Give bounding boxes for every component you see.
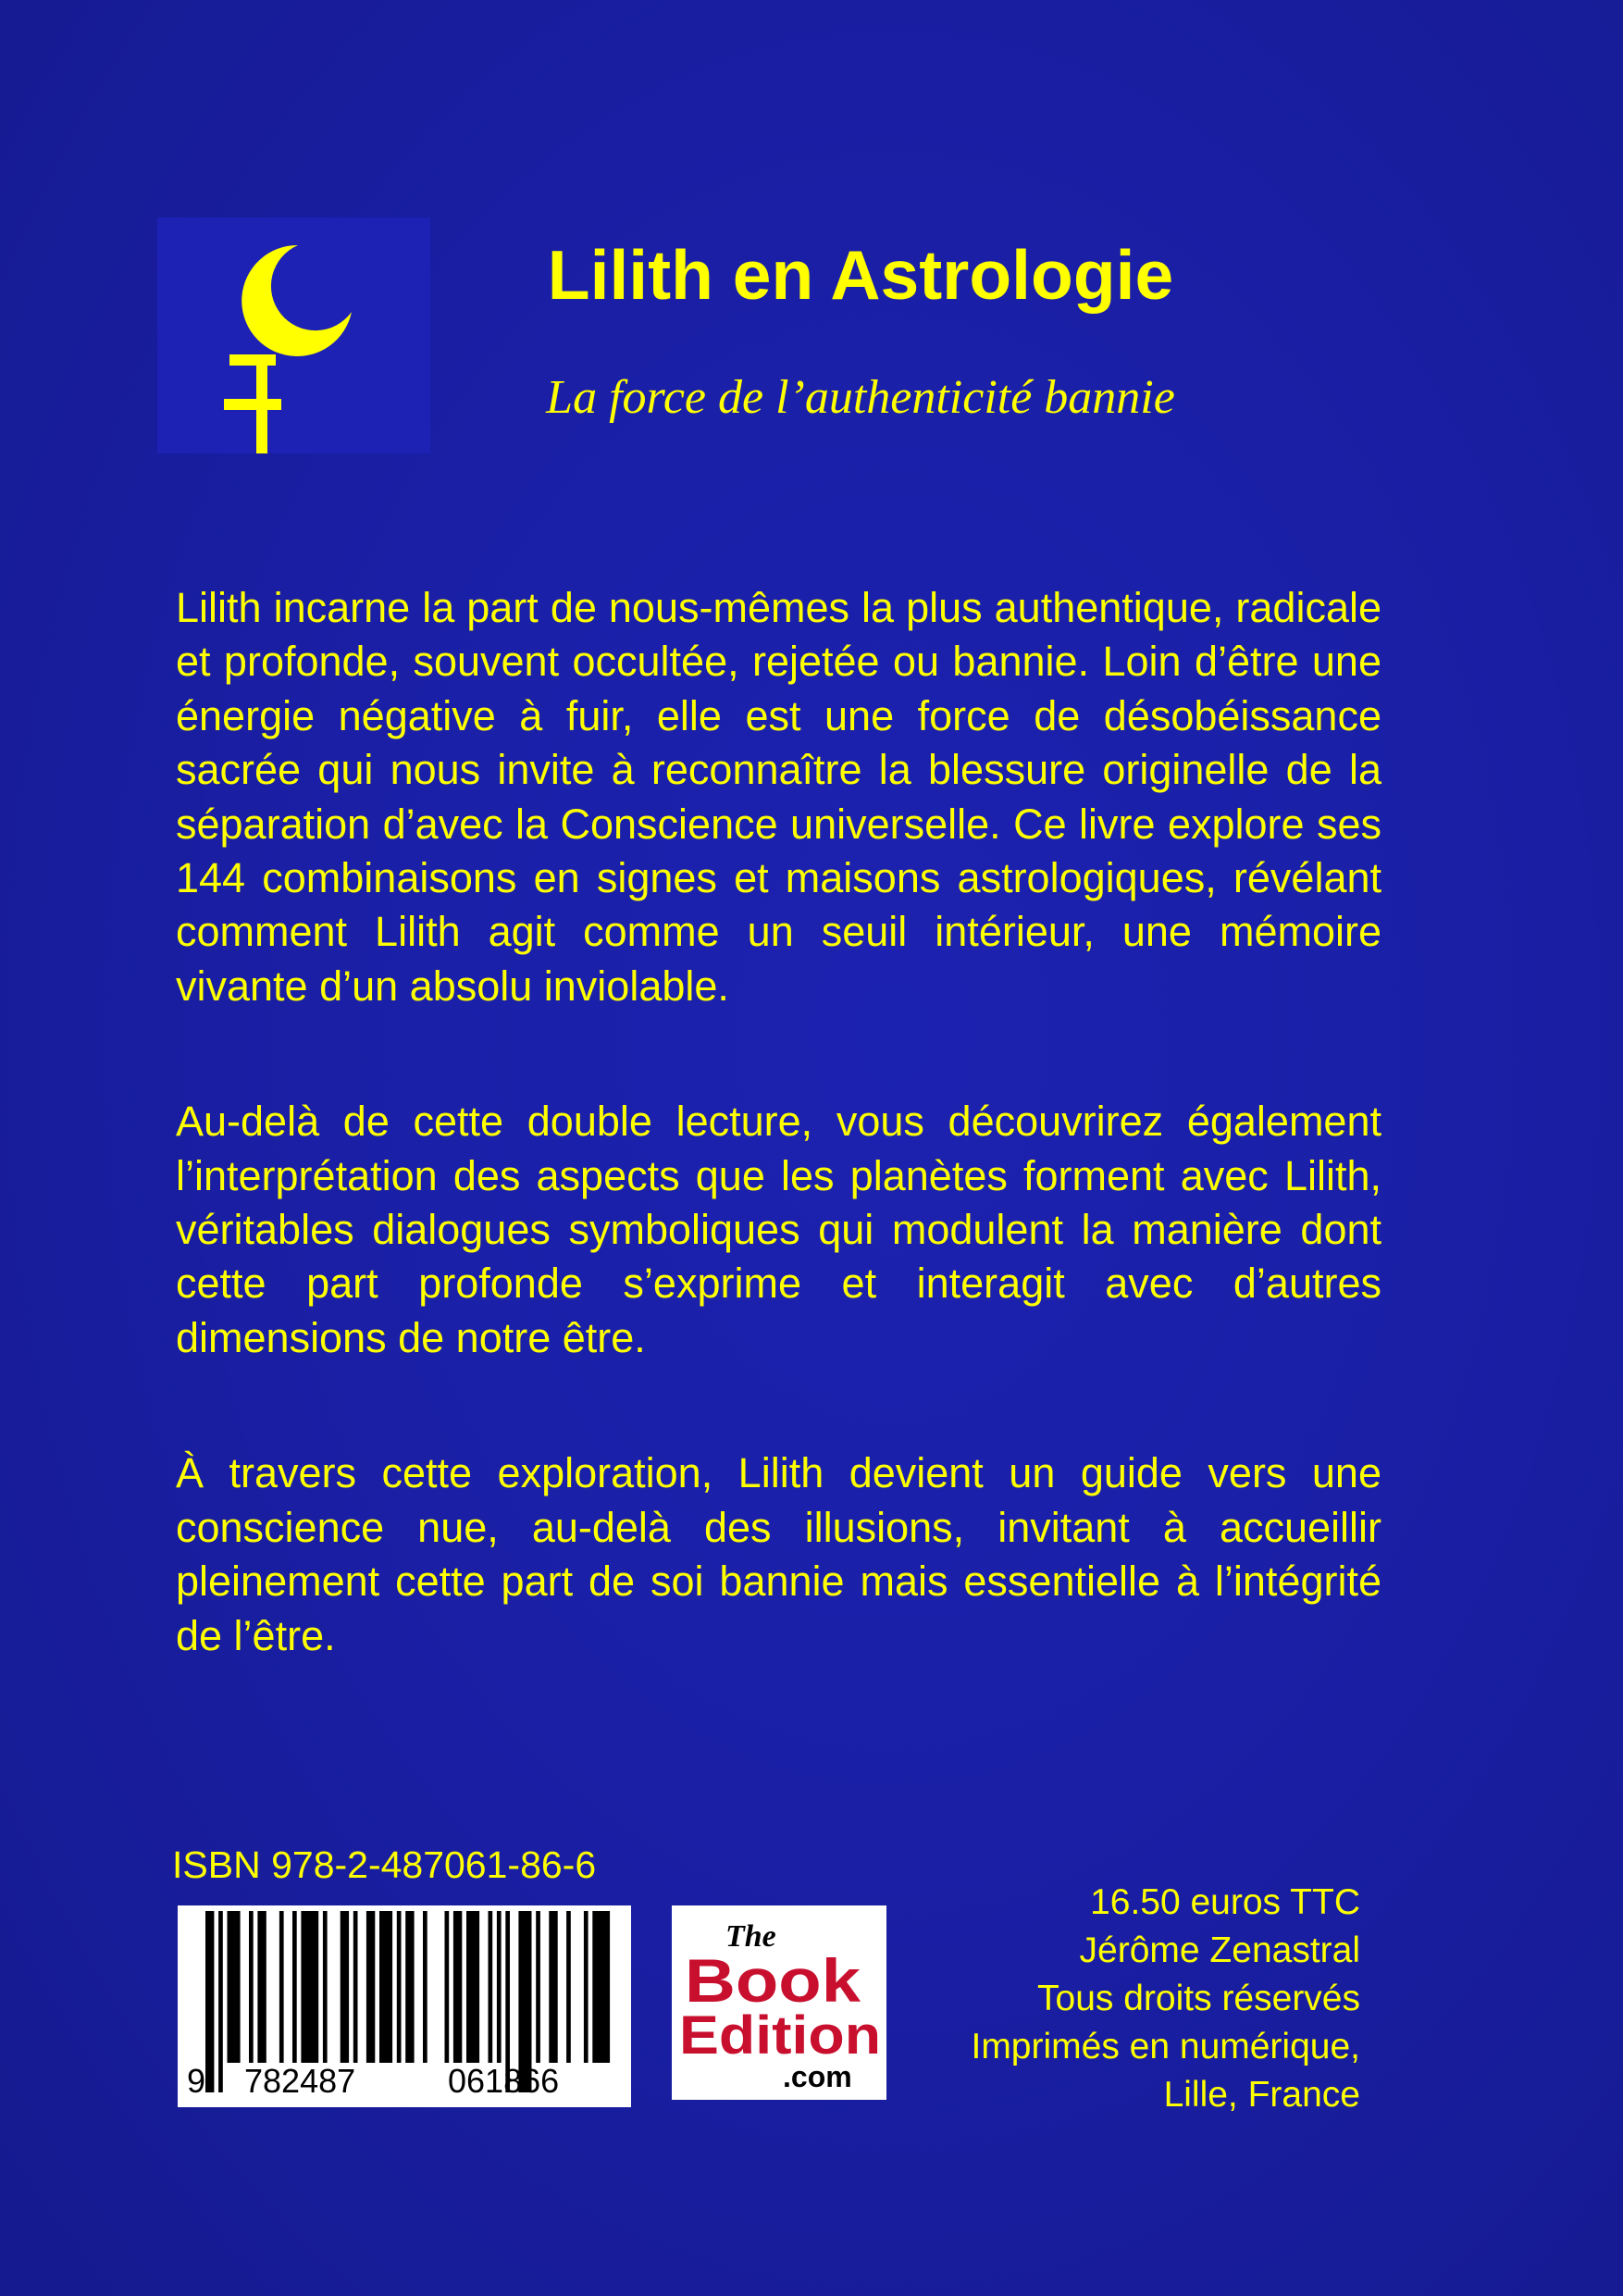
printing-note: Imprimés en numérique, (971, 2027, 1360, 2066)
barcode-digits-left: 782487 (244, 2062, 356, 2100)
logo-the: The (725, 1919, 776, 1954)
author-name: Jérôme Zenastral (1079, 1930, 1360, 1970)
book-title: Lilith en Astrologie (547, 236, 1174, 314)
book-subtitle: La force de l’authenticité bannie (546, 371, 1175, 424)
lilith-glyph-icon (157, 217, 430, 453)
logo-edition: Edition (679, 2005, 881, 2066)
barcode (178, 1905, 631, 2107)
barcode-digit-first: 9 (187, 2062, 206, 2100)
isbn-label: ISBN 978-2-487061-86-6 (172, 1843, 597, 1886)
printing-place: Lille, France (1163, 2075, 1360, 2115)
barcode-digits (178, 2061, 631, 2102)
paragraph-3: À travers cette exploration, Lilith devient un guide vers une conscience nue, au-delà des illusions, invitant à accueillir pleinement cette part de soi bannie mais essentielle à l’intégrité de l’être. (176, 1449, 1381, 1659)
back-cover-text (176, 581, 1381, 1744)
rights-notice: Tous droits réservés (1037, 1979, 1360, 2018)
price-label: 16.50 euros TTC (1090, 1882, 1360, 1922)
lilith-symbol-box (157, 217, 430, 453)
barcode-digits-right: 061866 (448, 2062, 560, 2100)
logo-book: Book (685, 1946, 861, 2015)
publication-info (805, 1879, 1360, 2119)
paragraph-2: Au-delà de cette double lecture, vous découvrirez également l’interprétation des aspects que les planètes forment avec Lilith, véritables dialogues symboliques qui modulent la manière dont cette part profonde s’exprime et interagit avec d’autres dimensions de notre être. (176, 1098, 1381, 1361)
paragraph-1: Lilith incarne la part de nous-mêmes la plus authentique, radicale et profonde, souvent occultée, rejetée ou bannie. Loin d’être une énergie négative à fuir, elle est une force de désobéissance sacrée qui nous invite à reconnaître la blessure originelle de la séparation d’avec la Conscience universelle. Ce livre explore ses 144 combinaisons en signes et maisons astrologiques, révélant comment Lilith agit comme un seuil intérieur, une mémoire vivante d’un absolu inviolable. (176, 584, 1381, 1010)
logo-com: .com (783, 2060, 852, 2093)
